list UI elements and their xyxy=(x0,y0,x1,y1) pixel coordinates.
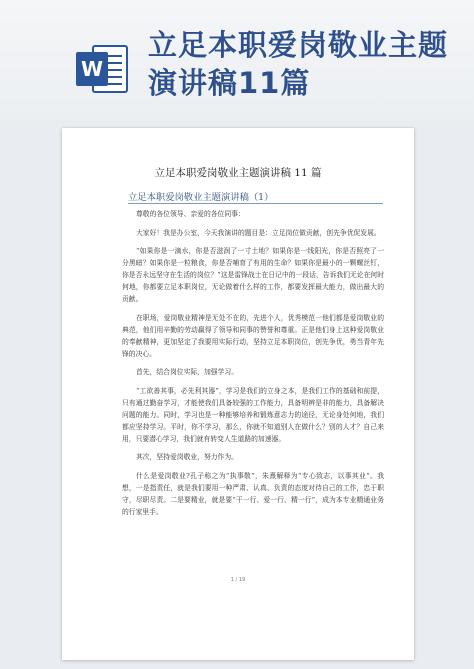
paragraph: “工欲善其事，必先利其器”，学习是我们的立身之本，是我们工作的基础和前提，只有通过勤奋学习，才能使我们具备较强的工作能力，具备明辨是非的能力，具备解决问题的能力。同时，学习也是一种能够培养和锻炼意志力的途径，无论身处何地，我们都应坚持学习。平时，你不学习，那么，你就不知道别人在做什么？别的人才？自己来用，只要潜心学习，我们就有转变人生道路的加速器。 xyxy=(122,386,384,443)
paragraph: 其次，坚持爱岗敬业，努力作为。 xyxy=(136,453,238,461)
document-body xyxy=(122,208,384,524)
paragraph: “如果你是一滴水，你是否滋润了一寸土地？如果你是一线阳光，你是否照亮了一分黑暗？如果你是一粒粮食，你是否哺育了有用的生命？如果你是最小的一颗螺丝钉，你是否永远坚守在生活的岗位？”这是雷锋战士在日记中的一段话，告诉我们无论在何时何地，你都要立足本职岗位，无论做着什么样的工作，都要发挥最大能力，做出最大的贡献。 xyxy=(122,247,384,303)
paragraph: 首先，结合岗位实际，加强学习。 xyxy=(136,368,238,376)
document-page xyxy=(62,128,414,660)
page-number: 1 / 19 xyxy=(230,577,246,583)
word-document-icon xyxy=(73,40,131,98)
section-heading: 立足本职爱岗敬业主题演讲稿（1） xyxy=(128,192,274,203)
paragraph: 什么是爱岗敬业?孔子称之为“执事敬”，朱熹解释为“专心致志，以事其业”。我想，一是指责任，就是我们要用一种严肃、认真、负责的态度对待自己的工作，忠于职守，尽职尽责。二是要精业，就是要“干一行、爱一行、精一行”，成为本专业精通业务的行家里手。 xyxy=(122,471,384,516)
paragraph: 在职场，爱岗敬业精神是无处不在的，先进个人，优秀模范一他们都是爱岗敬业的典范，他们用辛勤的劳动赢得了领导和同事的赞誉和尊重。正是他们身上这种爱岗敬业的奉献精神，更加坚定了我要用实际行动，坚持立足本职岗位，创先争优，勇当青年先锋的决心。 xyxy=(122,313,384,358)
banner xyxy=(0,0,474,120)
paragraph: 尊敬的各位领导、亲爱的各位同事： xyxy=(136,210,245,218)
svg-text:W: W xyxy=(80,57,104,81)
section-divider xyxy=(128,203,383,204)
document-title: 立足本职爱岗敬业主题演讲稿 11 篇 xyxy=(154,167,322,179)
paragraph: 大家好！我是办公室，今天我演讲的题目是：立足岗位做贡献，创先争优促发展。 xyxy=(136,228,381,237)
banner-title: 立足本职爱岗敬业主题演讲稿11篇 xyxy=(148,28,449,100)
